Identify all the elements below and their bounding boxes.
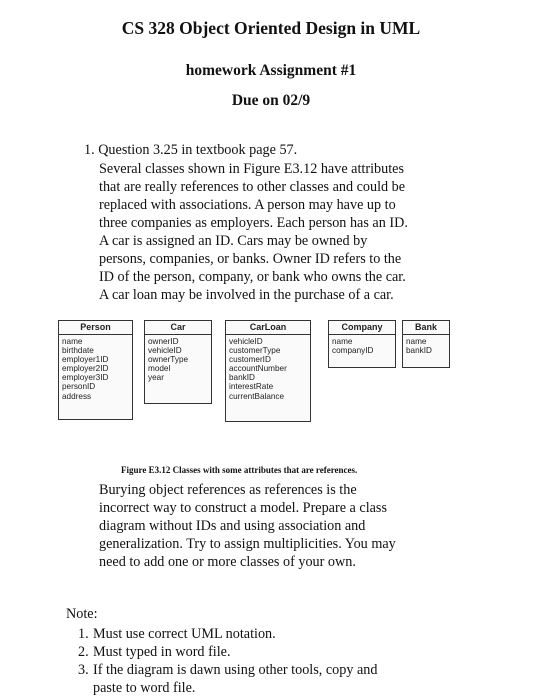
due-date: Due on 02/9 xyxy=(231,92,311,109)
attribute: bankID xyxy=(229,373,255,383)
question-line: Several classes shown in Figure E3.12 have attributes xyxy=(99,161,404,177)
attribute: currentBalance xyxy=(229,391,285,401)
attribute: name xyxy=(406,337,427,346)
class-attributes xyxy=(145,335,211,384)
question-number: 1. xyxy=(84,142,95,158)
note-number: 2. xyxy=(78,644,89,660)
note-label: Note: xyxy=(66,606,98,622)
instruction-line: Burying object references as references is the xyxy=(99,482,357,498)
class-attributes xyxy=(329,335,395,357)
class-name: CarLoan xyxy=(226,321,310,335)
class-name: Company xyxy=(329,321,395,335)
question-heading-text: Question 3.25 in textbook page 57. xyxy=(98,142,298,158)
attribute: vehicleID xyxy=(148,346,182,356)
note-number: 1. xyxy=(78,626,89,642)
attribute: customerType xyxy=(229,346,281,356)
instruction-line: need to add one or more classes of your own. xyxy=(99,554,356,570)
attribute: companyID xyxy=(332,346,374,356)
class-attributes xyxy=(226,335,310,403)
class-carloan xyxy=(225,320,311,422)
question-line: A car is assigned an ID. Cars may be owned by xyxy=(99,233,368,249)
class-name: Bank xyxy=(403,321,449,335)
attribute: ownerID xyxy=(148,337,179,346)
instruction-line: generalization. Try to assign multiplicities. You may xyxy=(99,536,396,552)
question-line: three companies as employers. Each person has an ID. xyxy=(99,215,408,231)
attribute: birthdate xyxy=(62,346,94,356)
attribute: ownerType xyxy=(148,355,189,365)
class-name: Car xyxy=(145,321,211,335)
note-item xyxy=(78,661,377,697)
attribute: year xyxy=(148,373,164,383)
attribute: name xyxy=(332,337,353,346)
attribute: address xyxy=(62,391,92,401)
note-text xyxy=(93,625,276,643)
attribute: accountNumber xyxy=(229,364,287,374)
class-attributes xyxy=(403,335,449,357)
uml-figure xyxy=(58,320,478,460)
question-body xyxy=(99,160,479,304)
note-line: Must use correct UML notation. xyxy=(93,626,276,642)
note-text xyxy=(93,643,231,661)
note-line: Must typed in word file. xyxy=(93,644,231,660)
note-item xyxy=(78,643,377,661)
question-line: replaced with associations. A person may have up to xyxy=(99,197,396,213)
attribute: personID xyxy=(62,382,96,392)
course-title: CS 328 Object Oriented Design in UML xyxy=(121,18,421,38)
attribute: name xyxy=(62,337,83,346)
assignment-title: homework Assignment #1 xyxy=(185,62,357,79)
question-line: A car loan may be involved in the purchase of a car. xyxy=(99,287,394,303)
figure-caption: Figure E3.12 Classes with some attributes that are references. xyxy=(121,465,358,475)
question-line: persons, companies, or banks. Owner ID refers to the xyxy=(99,251,402,267)
instruction-line: incorrect way to construct a model. Prepare a class xyxy=(99,500,387,516)
attribute: model xyxy=(148,364,171,374)
question-line: that are really references to other classes and could be xyxy=(99,179,406,195)
attribute: interestRate xyxy=(229,382,274,392)
instruction-line: diagram without IDs and using association and xyxy=(99,518,366,534)
attribute: customerID xyxy=(229,355,271,365)
notes-list xyxy=(78,625,377,697)
class-company xyxy=(328,320,396,368)
question-heading xyxy=(84,142,297,159)
note-item xyxy=(78,625,377,643)
attribute: employer3ID xyxy=(62,373,109,383)
question-line: ID of the person, company, or bank who owns the car. xyxy=(99,269,406,285)
class-person xyxy=(58,320,133,420)
attribute: vehicleID xyxy=(229,337,263,346)
attribute: bankID xyxy=(406,346,432,356)
class-bank xyxy=(402,320,450,368)
attribute: employer1ID xyxy=(62,355,109,365)
instructions-text xyxy=(99,481,479,571)
note-text xyxy=(93,661,377,697)
class-name: Person xyxy=(59,321,132,335)
attribute: employer2ID xyxy=(62,364,109,374)
class-car xyxy=(144,320,212,404)
note-line: paste to word file. xyxy=(93,680,196,696)
class-attributes xyxy=(59,335,132,403)
note-number: 3. xyxy=(78,662,89,678)
note-line: If the diagram is dawn using other tools, copy and xyxy=(93,662,378,678)
